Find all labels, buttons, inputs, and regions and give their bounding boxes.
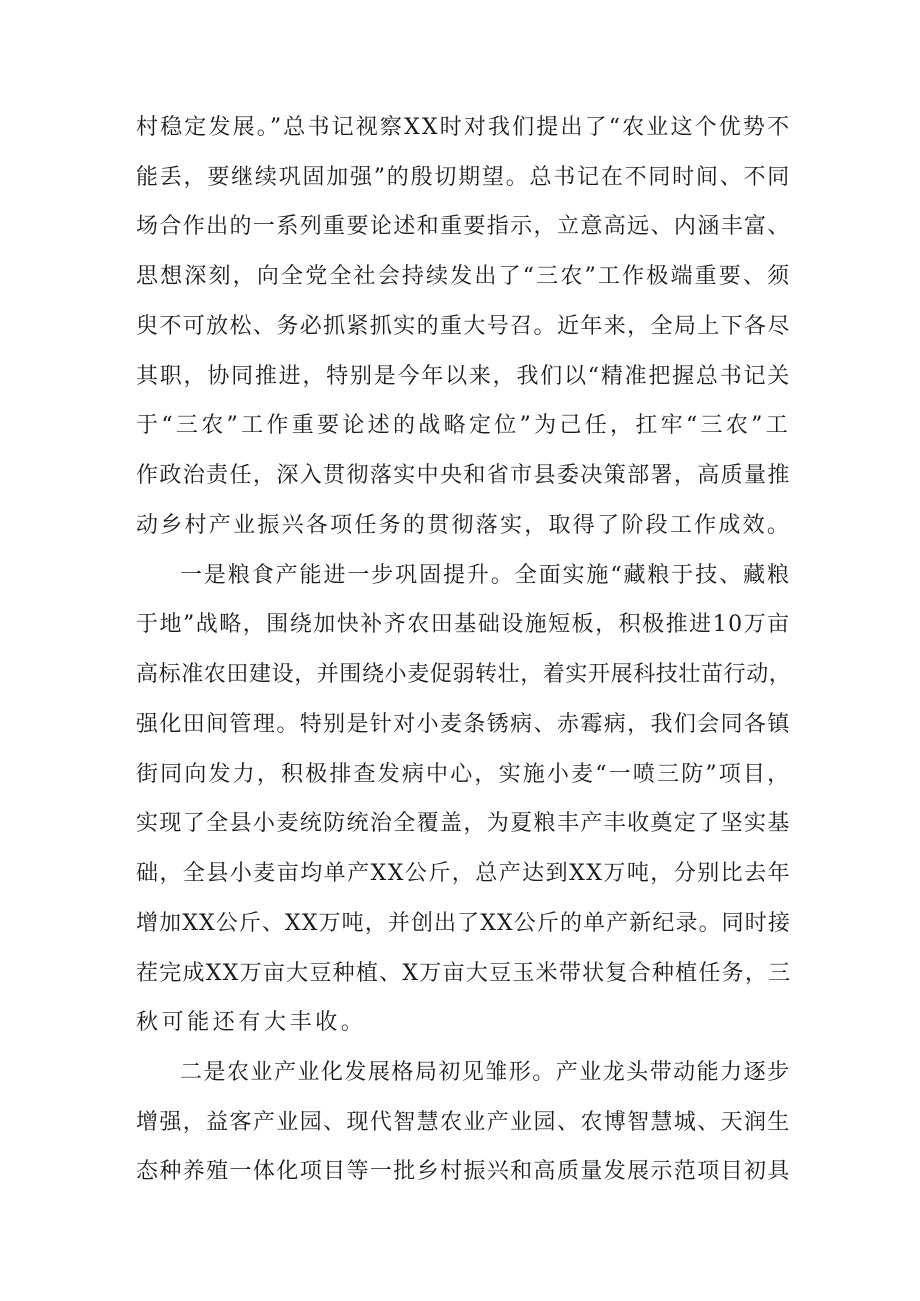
text-line: 态种养殖一体化项目等一批乡村振兴和高质量发展示范项目初具 xyxy=(136,1159,791,1184)
text-line: 于地”战略，围绕加快补齐农田基础设施短板，积极推进10万亩 xyxy=(136,612,791,637)
text-line: 于“三农”工作重要论述的战略定位”为己任，扛牢“三农”工 xyxy=(136,413,792,438)
text-line: 作政治责任，深入贯彻落实中央和省市县委决策部署，高质量推 xyxy=(136,463,791,488)
text-line: 二是农业产业化发展格局初见雏形。产业龙头带动能力逐步 xyxy=(180,1060,791,1085)
text-line: 增强，益客产业园、现代智慧农业产业园、农博智慧城、天润生 xyxy=(136,1110,791,1135)
text-line: 街同向发力，积极排查发病中心，实施小麦“一喷三防”项目， xyxy=(136,762,792,787)
text-line: 能丢，要继续巩固加强”的殷切期望。总书记在不同时间、不同 xyxy=(136,165,792,190)
text-line: 高标准农田建设，并围绕小麦促弱转壮，着实开展科技壮苗行动， xyxy=(136,662,792,687)
text-line: 思想深刻，向全党全社会持续发出了“三农”工作极端重要、须 xyxy=(136,264,792,289)
text-line: 动乡村产业振兴各项任务的贯彻落实，取得了阶段工作成效。 xyxy=(136,513,792,538)
text-line: 秋可能还有大丰收。 xyxy=(136,1010,367,1035)
text-line: 实现了全县小麦统防统治全覆盖，为夏粮丰产丰收奠定了坚实基 xyxy=(136,811,791,836)
text-line: 础，全县小麦亩均单产XX公斤，总产达到XX万吨，分别比去年 xyxy=(136,861,792,886)
text-line: 场合作出的一系列重要论述和重要指示，立意高远、内涵丰富、 xyxy=(136,214,791,239)
text-line: 一是粮食产能进一步巩固提升。全面实施“藏粮于技、藏粮 xyxy=(180,563,791,588)
text-line: 茬完成XX万亩大豆种植、X万亩大豆玉米带状复合种植任务，三 xyxy=(136,961,792,986)
text-line: 臾不可放松、务必抓紧抓实的重大号召。近年来，全局上下各尽 xyxy=(136,314,791,339)
text-line: 其职，协同推进，特别是今年以来，我们以“精准把握总书记关 xyxy=(136,364,792,389)
text-line: 村稳定发展。”总书记视察XX时对我们提出了“农业这个优势不 xyxy=(136,115,792,140)
text-line: 增加XX公斤、XX万吨，并创出了XX公斤的单产新纪录。同时接 xyxy=(136,911,791,936)
text-line: 强化田间管理。特别是针对小麦条锈病、赤霉病，我们会同各镇 xyxy=(136,712,791,737)
